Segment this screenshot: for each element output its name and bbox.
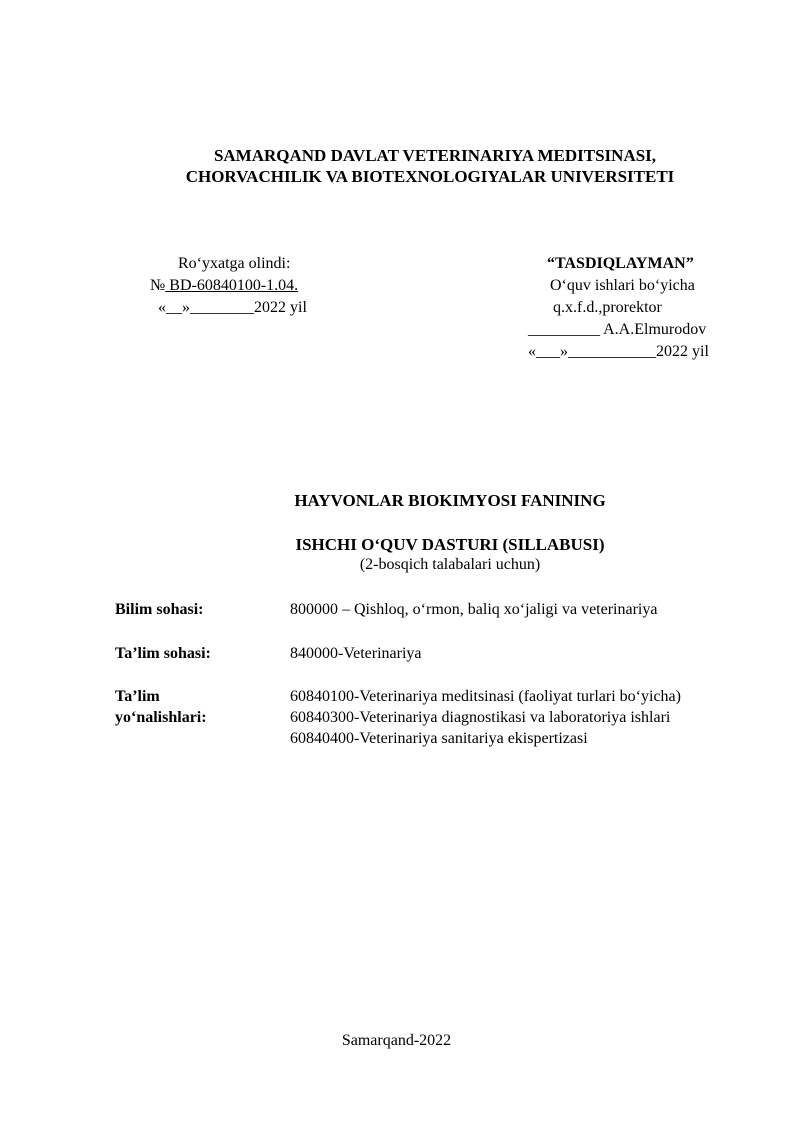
approval-position-line-1: O‘quv ishlari bo‘yicha	[550, 277, 695, 294]
university-name-line-1: SAMARQAND DAVLAT VETERINARIYA MEDITSINASI,	[213, 146, 657, 165]
direction-item: 60840300-Veterinariya diagnostikasi va laboratoriya ishlari	[290, 709, 671, 726]
approval-signature: _________ A.A.Elmurodov	[528, 321, 707, 338]
footer-city-year: Samarqand-2022	[341, 1032, 452, 1049]
program-title: ISHCHI O‘QUV DASTURI (SILLABUSI)	[295, 535, 605, 554]
direction-item: 60840400-Veterinariya sanitariya ekispertizasi	[290, 730, 588, 747]
registration-date: «__»________2022 yil	[158, 299, 307, 316]
program-subtitle: (2-bosqich talabalari uchun)	[359, 556, 541, 573]
registration-block	[150, 253, 307, 319]
direction-item: 60840100-Veterinariya meditsinasi (faoliyat turlari bo‘yicha)	[290, 688, 681, 705]
approval-block	[528, 253, 709, 363]
registration-number: BD-60840100-1.04.	[165, 277, 299, 294]
field-value-talim-yonalishlari	[290, 686, 681, 749]
registration-label: Ro‘yxatga olindi:	[178, 255, 291, 272]
approval-title: “TASDIQLAYMAN”	[547, 255, 694, 272]
approval-date: «___»___________2022 yil	[528, 343, 709, 360]
registration-number-line	[150, 275, 307, 297]
field-label-talim-yonalishlari	[115, 686, 207, 728]
field-value-bilim-sohasi: 800000 – Qishloq, o‘rmon, baliq xo‘jaligi va veterinariya	[290, 601, 658, 618]
field-label-line-1: Ta’lim	[115, 688, 160, 705]
university-name-line-2: CHORVACHILIK VA BIOTEXNOLOGIYALAR UNIVERSITETI	[185, 167, 675, 186]
subject-title: HAYVONLAR BIOKIMYOSI FANINING	[294, 491, 606, 510]
field-label-line-2: yo‘nalishlari:	[115, 709, 207, 726]
number-sign: №	[150, 277, 166, 294]
approval-position-line-2: q.x.f.d.,prorektor	[553, 299, 662, 316]
field-value-talim-sohasi: 840000-Veterinariya	[290, 645, 422, 662]
field-label-talim-sohasi: Ta’lim sohasi:	[115, 645, 211, 662]
field-label-bilim-sohasi: Bilim sohasi:	[115, 601, 204, 618]
